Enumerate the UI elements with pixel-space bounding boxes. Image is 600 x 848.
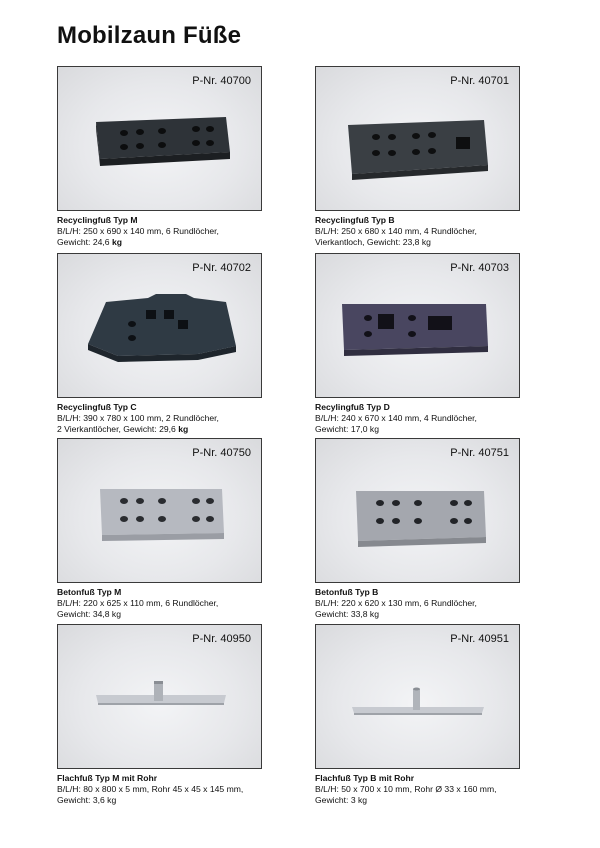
concrete-foot-m-image (58, 439, 261, 582)
flat-foot-b-image (316, 625, 519, 768)
product-number: P-Nr. 40700 (192, 75, 251, 87)
recycling-foot-b-image (316, 67, 519, 210)
product-weight: Gewicht: 3,6 kg (57, 795, 117, 806)
product-name: Recyclingfuß Typ B (315, 215, 395, 225)
product-card-40951 (315, 624, 520, 807)
recycling-foot-d-image (316, 254, 519, 397)
product-photo (315, 66, 520, 211)
product-number: P-Nr. 40951 (450, 633, 509, 645)
product-caption (57, 215, 262, 249)
product-weight: 2 Vierkantlöcher, Gewicht: 29,6 kg (57, 424, 189, 435)
product-number: P-Nr. 40751 (450, 447, 509, 459)
page-title: Mobilzaun Füße (57, 22, 242, 49)
product-photo (57, 253, 262, 398)
product-name: Recylingfuß Typ D (315, 402, 390, 412)
product-name: Betonfuß Typ B (315, 587, 379, 597)
product-number: P-Nr. 40950 (192, 633, 251, 645)
product-caption (57, 587, 262, 621)
product-photo (57, 438, 262, 583)
product-card-40700 (57, 66, 262, 249)
product-photo (57, 66, 262, 211)
product-specs: B/L/H: 220 x 620 x 130 mm, 6 Rundlöcher, (315, 598, 477, 609)
product-weight: Gewicht: 17,0 kg (315, 424, 380, 435)
product-card-40950 (57, 624, 262, 807)
product-number: P-Nr. 40750 (192, 447, 251, 459)
product-number: P-Nr. 40702 (192, 262, 251, 274)
product-specs: B/L/H: 250 x 680 x 140 mm, 4 Rundlöcher, (315, 226, 477, 237)
product-name: Flachfuß Typ B mit Rohr (315, 773, 415, 783)
product-card-40702 (57, 253, 262, 436)
product-name: Recyclingfuß Typ M (57, 215, 138, 225)
product-photo (57, 624, 262, 769)
product-caption (315, 215, 520, 249)
product-weight: Gewicht: 33,8 kg (315, 609, 380, 620)
product-card-40701 (315, 66, 520, 249)
product-name: Recyclingfuß Typ C (57, 402, 137, 412)
product-caption (315, 773, 520, 807)
product-photo (315, 438, 520, 583)
flat-foot-m-image (58, 625, 261, 768)
product-specs: B/L/H: 390 x 780 x 100 mm, 2 Rundlöcher, (57, 413, 219, 424)
product-specs: B/L/H: 80 x 800 x 5 mm, Rohr 45 x 45 x 145 mm, (57, 784, 244, 795)
recycling-foot-m-image (58, 67, 261, 210)
product-specs: B/L/H: 220 x 625 x 110 mm, 6 Rundlöcher, (57, 598, 219, 609)
product-name: Betonfuß Typ M (57, 587, 122, 597)
product-photo (315, 624, 520, 769)
product-weight: Gewicht: 3 kg (315, 795, 368, 806)
product-specs: B/L/H: 240 x 670 x 140 mm, 4 Rundlöcher, (315, 413, 477, 424)
product-caption (315, 402, 520, 436)
product-weight: Gewicht: 34,8 kg (57, 609, 122, 620)
product-card-40703 (315, 253, 520, 436)
recycling-foot-c-image (58, 254, 261, 397)
product-name: Flachfuß Typ M mit Rohr (57, 773, 158, 783)
product-number: P-Nr. 40701 (450, 75, 509, 87)
product-weight: Gewicht: 24,6 kg (57, 237, 122, 248)
product-weight: Vierkantloch, Gewicht: 23,8 kg (315, 237, 431, 248)
product-card-40750 (57, 438, 262, 621)
product-caption (315, 587, 520, 621)
product-caption (57, 402, 262, 436)
product-specs: B/L/H: 250 x 690 x 140 mm, 6 Rundlöcher, (57, 226, 219, 237)
product-photo (315, 253, 520, 398)
product-specs: B/L/H: 50 x 700 x 10 mm, Rohr Ø 33 x 160 mm, (315, 784, 497, 795)
product-caption (57, 773, 262, 807)
concrete-foot-b-image (316, 439, 519, 582)
product-card-40751 (315, 438, 520, 621)
product-number: P-Nr. 40703 (450, 262, 509, 274)
